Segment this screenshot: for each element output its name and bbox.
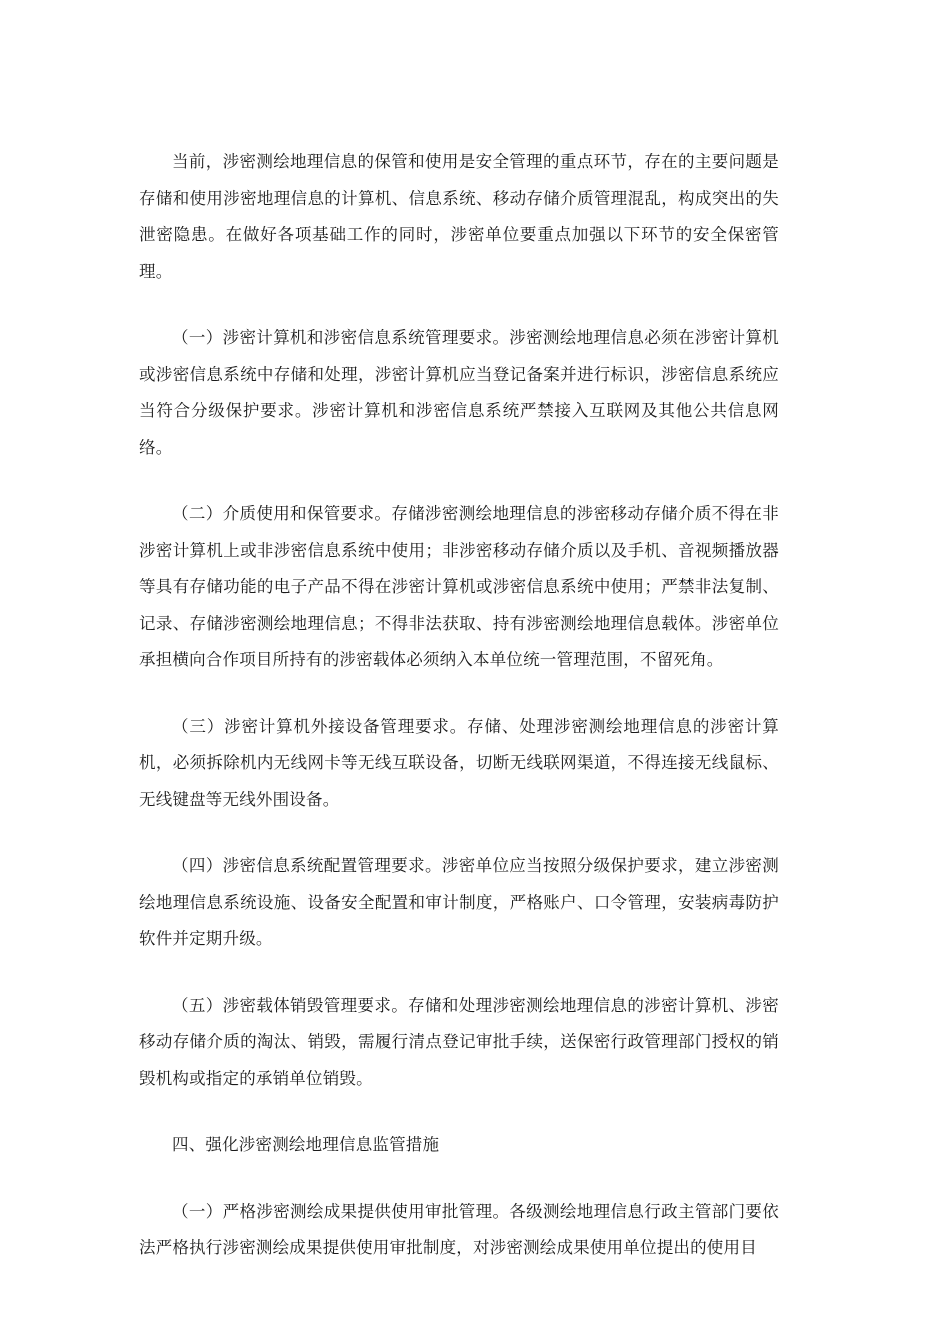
paragraph-gap bbox=[139, 466, 779, 496]
paragraph-gap bbox=[139, 679, 779, 709]
paragraph-gap bbox=[139, 818, 779, 848]
paragraph-intro: 当前，涉密测绘地理信息的保管和使用是安全管理的重点环节，存在的主要问题是存储和使用涉密地理信息的计算机、信息系统、移动存储介质管理混乱，构成突出的失泄密隐患。在做好各项基础工作的同时，涉密单位要重点加强以下环节的安全保密管理。 bbox=[139, 152, 779, 281]
paragraph-item-5: （五）涉密载体销毁管理要求。存储和处理涉密测绘地理信息的涉密计算机、涉密移动存储介质的淘汰、销毁，需履行清点登记审批手续，送保密行政管理部门授权的销毁机构或指定的承销单位销毁。 bbox=[139, 995, 779, 1088]
paragraph-item-2: （二）介质使用和保管要求。存储涉密测绘地理信息的涉密移动存储介质不得在非涉密计算机上或非涉密信息系统中使用；非涉密移动存储介质以及手机、音视频播放器等具有存储功能的电子产品不得在涉密计算机或涉密信息系统中使用；严禁非法复制、记录、存储涉密测绘地理信息；不得非法获取、持有涉密测绘地理信息载体。涉密单位承担横向合作项目所持有的涉密载体必须纳入本单位统一管理范围，不留死角。 bbox=[139, 504, 779, 669]
paragraph-gap bbox=[139, 958, 779, 988]
paragraph-item-1: （一）涉密计算机和涉密信息系统管理要求。涉密测绘地理信息必须在涉密计算机或涉密信息系统中存储和处理，涉密计算机应当登记备案并进行标识，涉密信息系统应当符合分级保护要求。涉密计算机和涉密信息系统严禁接入互联网及其他公共信息网络。 bbox=[139, 328, 779, 457]
paragraph-item-3: （三）涉密计算机外接设备管理要求。存储、处理涉密测绘地理信息的涉密计算机，必须拆除机内无线网卡等无线互联设备，切断无线联网渠道，不得连接无线鼠标、无线键盘等无线外围设备。 bbox=[139, 716, 779, 809]
paragraph-section-4-item-1: （一）严格涉密测绘成果提供使用审批管理。各级测绘地理信息行政主管部门要依法严格执行涉密测绘成果提供使用审批制度，对涉密测绘成果使用单位提出的使用目 bbox=[139, 1201, 779, 1257]
paragraph-gap bbox=[139, 1164, 779, 1194]
paragraph-gap bbox=[139, 1097, 779, 1127]
paragraph-item-4: （四）涉密信息系统配置管理要求。涉密单位应当按照分级保护要求，建立涉密测绘地理信息系统设施、设备安全配置和审计制度，严格账户、口令管理，安装病毒防护软件并定期升级。 bbox=[139, 856, 779, 948]
paragraph-gap bbox=[139, 290, 779, 320]
document-body bbox=[139, 144, 779, 1267]
section-heading: 四、强化涉密测绘地理信息监管措施 bbox=[172, 1135, 440, 1154]
